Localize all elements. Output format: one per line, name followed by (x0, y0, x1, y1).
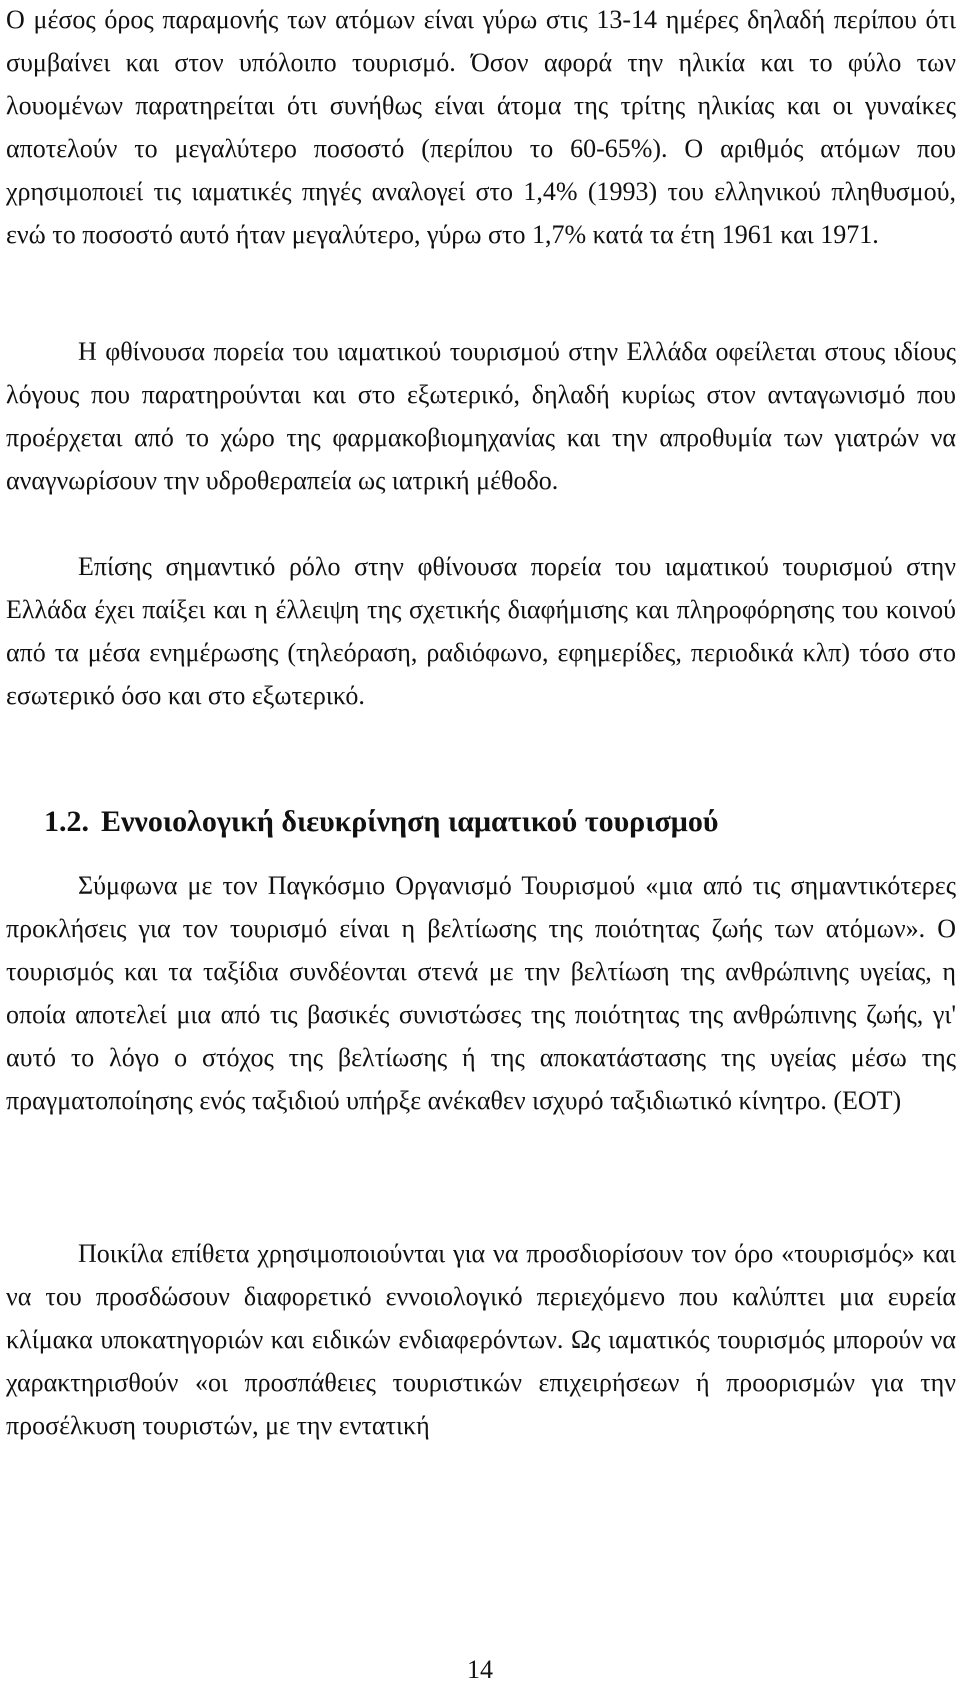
section-title: Εννοιολογική διευκρίνηση ιαματικού τουρισμού (101, 805, 719, 838)
paragraph-term-definition: Ποικίλα επίθετα χρησιμοποιούνται για να προσδιορίσουν τον όρο «τουρισμός» και να του προσδώσουν διαφορετικό εννοιολογικό περιεχόμενο που καλύπτει μια ευρεία κλίμακα υποκατηγοριών και ειδικών ενδιαφερόντων. Ως ιαματικός τουρισμός μπορούν να χαρακτηρισθούν «οι προσπάθειες τουριστικών επιχειρήσεων ή προορισμών για την προσέλκυση τουριστών, με την εντατική (6, 1239, 956, 1440)
section-heading (44, 800, 718, 843)
paragraph-wto-definition: Σύμφωνα με τον Παγκόσμιο Οργανισμό Τουρισμού «μια από τις σημαντικότερες προκλήσεις για τον τουρισμό είναι η βελτίωσης της ποιότητας ζωής των ατόμων». Ο τουρισμός και τα ταξίδια συνδέονται στενά με την βελτίωση της ανθρώπινης υγείας, η οποία αποτελεί μια από τις βασικές συνιστώσες της ποιότητας της ανθρώπινης ζωής, γι' αυτό το λόγο ο στόχος της βελτίωσης ή της αποκατάστασης της υγείας μέσω της πραγματοποίησης ενός ταξιδιού υπήρξε ανέκαθεν ισχυρό ταξιδιωτικό κίνητρο. (ΕΟΤ) (6, 871, 956, 1115)
paragraph-advertising: Επίσης σημαντικό ρόλο στην φθίνουσα πορεία του ιαματικού τουρισμού στην Ελλάδα έχει παίξει και η έλλειψη της σχετικής διαφήμισης και πληροφόρησης του κοινού από τα μέσα ενημέρωσης (τηλεόραση, ραδιόφωνο, εφημερίδες, περιοδικά κλπ) τόσο στο εσωτερικό όσο και στο εξωτερικό. (6, 552, 956, 710)
paragraph-decline-reasons: Η φθίνουσα πορεία του ιαματικού τουρισμού στην Ελλάδα οφείλεται στους ιδίους λόγους που παρατηρούνται και στο εξωτερικό, δηλαδή κυρίως στον ανταγωνισμό που προέρχεται από το χώρο της φαρμακοβιομηχανίας και την απροθυμία των γιατρών να αναγνωρίσουν την υδροθεραπεία ως ιατρική μέθοδο. (6, 337, 956, 495)
section-number: 1.2. (44, 805, 89, 838)
page-number: 14 (467, 1655, 493, 1684)
paragraph-intro: Ο μέσος όρος παραμονής των ατόμων είναι γύρω στις 13-14 ημέρες δηλαδή περίπου ότι συμβαίνει και στον υπόλοιπο τουρισμό. Όσον αφορά την ηλικία και το φύλο των λουομένων παρατηρείται ότι συνήθως είναι άτομα της τρίτης ηλικίας και οι γυναίκες αποτελούν το μεγαλύτερο ποσοστό (περίπου το 60-65%). Ο αριθμός ατόμων που χρησιμοποιεί τις ιαματικές πηγές αναλογεί στο 1,4% (1993) του ελληνικού πληθυσμού, ενώ το ποσοστό αυτό ήταν μεγαλύτερο, γύρω στο 1,7% κατά τα έτη 1961 και 1971. (6, 5, 956, 249)
